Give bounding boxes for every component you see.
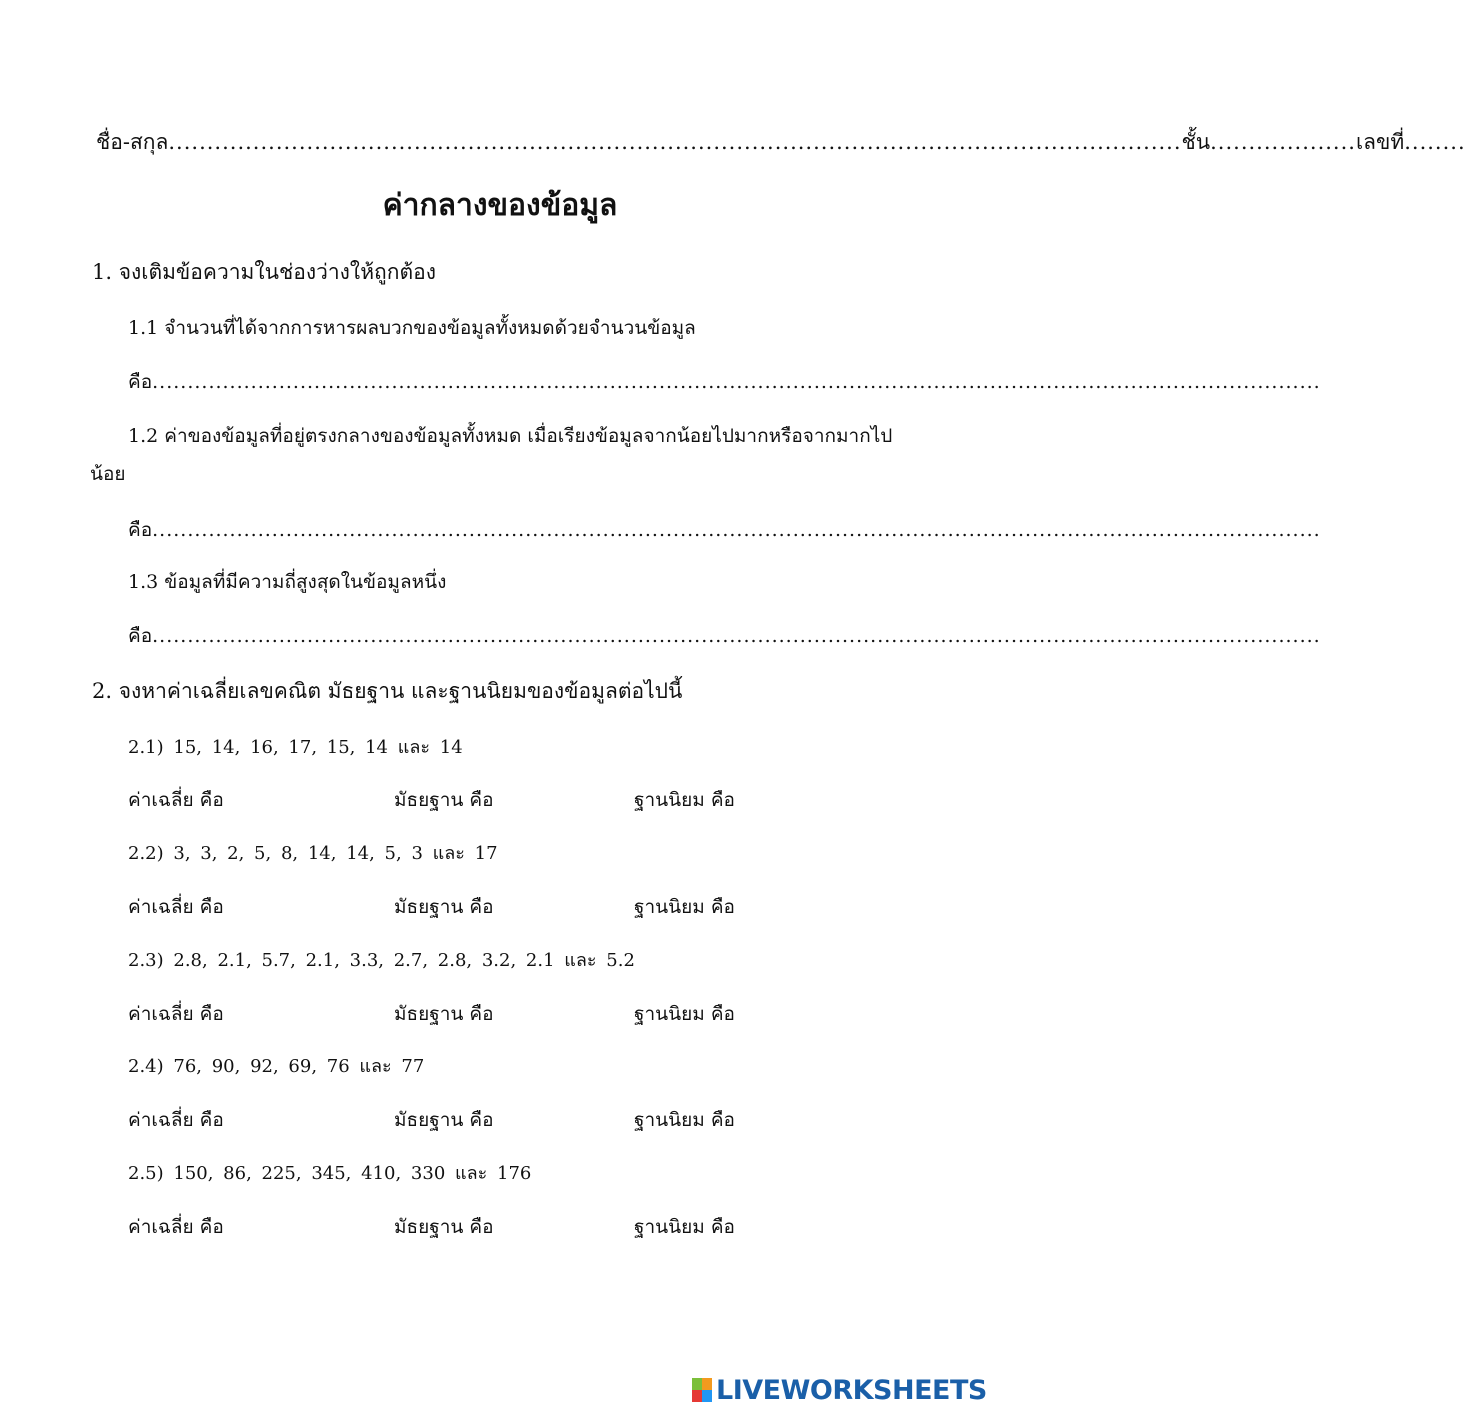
question-2-1-data: 2.1) 15, 14, 16, 17, 15, 14 และ 14 (128, 737, 463, 758)
mean-label[interactable]: ค่าเฉลี่ย คือ (128, 1109, 224, 1131)
mode-label[interactable]: ฐานนิยม คือ (634, 896, 735, 918)
question-2-heading: 2. จงหาค่าเฉลี่ยเลขคณิต มัธยฐาน และฐานนิยมของข้อมูลต่อไปนี้ (92, 679, 683, 703)
answer-line-1-1[interactable] (128, 368, 1321, 396)
student-info-line (96, 128, 1466, 156)
median-label[interactable]: มัธยฐาน คือ (394, 1216, 494, 1238)
question-1-heading: 1. จงเติมข้อความในช่องว่างให้ถูกต้อง (92, 260, 436, 284)
number-field[interactable]: ........ (1404, 130, 1466, 154)
name-label: ชื่อ-สกุล (96, 130, 169, 154)
question-1-3-text: 1.3 ข้อมูลที่มีความถี่สูงสุดในข้อมูลหนึ่ง (128, 571, 447, 593)
mode-label[interactable]: ฐานนิยม คือ (634, 1216, 735, 1238)
logo-square-green (692, 1378, 702, 1390)
liveworksheets-logo-icon (692, 1378, 712, 1402)
name-field[interactable]: .................................................................................................................................... (168, 130, 1182, 154)
page-title: ค่ากลางของข้อมูล (382, 188, 618, 223)
question-2-5-data: 2.5) 150, 86, 225, 345, 410, 330 และ 176 (128, 1163, 532, 1184)
median-label[interactable]: มัธยฐาน คือ (394, 1109, 494, 1131)
question-2-2-data: 2.2) 3, 3, 2, 5, 8, 14, 14, 5, 3 และ 17 (128, 843, 498, 864)
question-1-2-text: 1.2 ค่าของข้อมูลที่อยู่ตรงกลางของข้อมูลทั้งหมด เมื่อเรียงข้อมูลจากน้อยไปมากหรือจากมากไป (128, 425, 893, 447)
question-2-3-data: 2.3) 2.8, 2.1, 5.7, 2.1, 3.3, 2.7, 2.8, 3.2, 2.1 และ 5.2 (128, 950, 635, 971)
question-1-1-text: 1.1 จำนวนที่ได้จากการหารผลบวกของข้อมูลทั้งหมดด้วยจำนวนข้อมูล (128, 317, 696, 339)
number-label: เลขที่ (1355, 130, 1405, 154)
logo-text: LIVEWORKSHEETS (716, 1374, 987, 1406)
logo-square-red (692, 1390, 702, 1402)
liveworksheets-logo (692, 1372, 992, 1408)
mean-label[interactable]: ค่าเฉลี่ย คือ (128, 1003, 224, 1025)
median-label[interactable]: มัธยฐาน คือ (394, 789, 494, 811)
answer-label: คือ (128, 519, 153, 541)
answer-line-1-2[interactable] (128, 516, 1321, 544)
class-label: ชั้น (1181, 130, 1211, 154)
answer-field-1-3[interactable]: ...................................................................................................................................................................... (152, 625, 1321, 647)
class-field[interactable]: ................... (1210, 130, 1356, 154)
answer-field-1-2[interactable]: ...................................................................................................................................................................... (152, 519, 1321, 541)
mean-label[interactable]: ค่าเฉลี่ย คือ (128, 789, 224, 811)
mean-label[interactable]: ค่าเฉลี่ย คือ (128, 896, 224, 918)
mode-label[interactable]: ฐานนิยม คือ (634, 1003, 735, 1025)
median-label[interactable]: มัธยฐาน คือ (394, 896, 494, 918)
mode-label[interactable]: ฐานนิยม คือ (634, 789, 735, 811)
mean-label[interactable]: ค่าเฉลี่ย คือ (128, 1216, 224, 1238)
question-1-2-continuation: น้อย (90, 463, 126, 485)
mode-label[interactable]: ฐานนิยม คือ (634, 1109, 735, 1131)
answer-label: คือ (128, 371, 153, 393)
question-2-4-data: 2.4) 76, 90, 92, 69, 76 และ 77 (128, 1056, 425, 1077)
answer-field-1-1[interactable]: ...................................................................................................................................................................... (152, 371, 1321, 393)
answer-line-1-3[interactable] (128, 622, 1321, 650)
median-label[interactable]: มัธยฐาน คือ (394, 1003, 494, 1025)
logo-square-blue (702, 1390, 712, 1402)
answer-label: คือ (128, 625, 153, 647)
logo-square-orange (702, 1378, 712, 1390)
